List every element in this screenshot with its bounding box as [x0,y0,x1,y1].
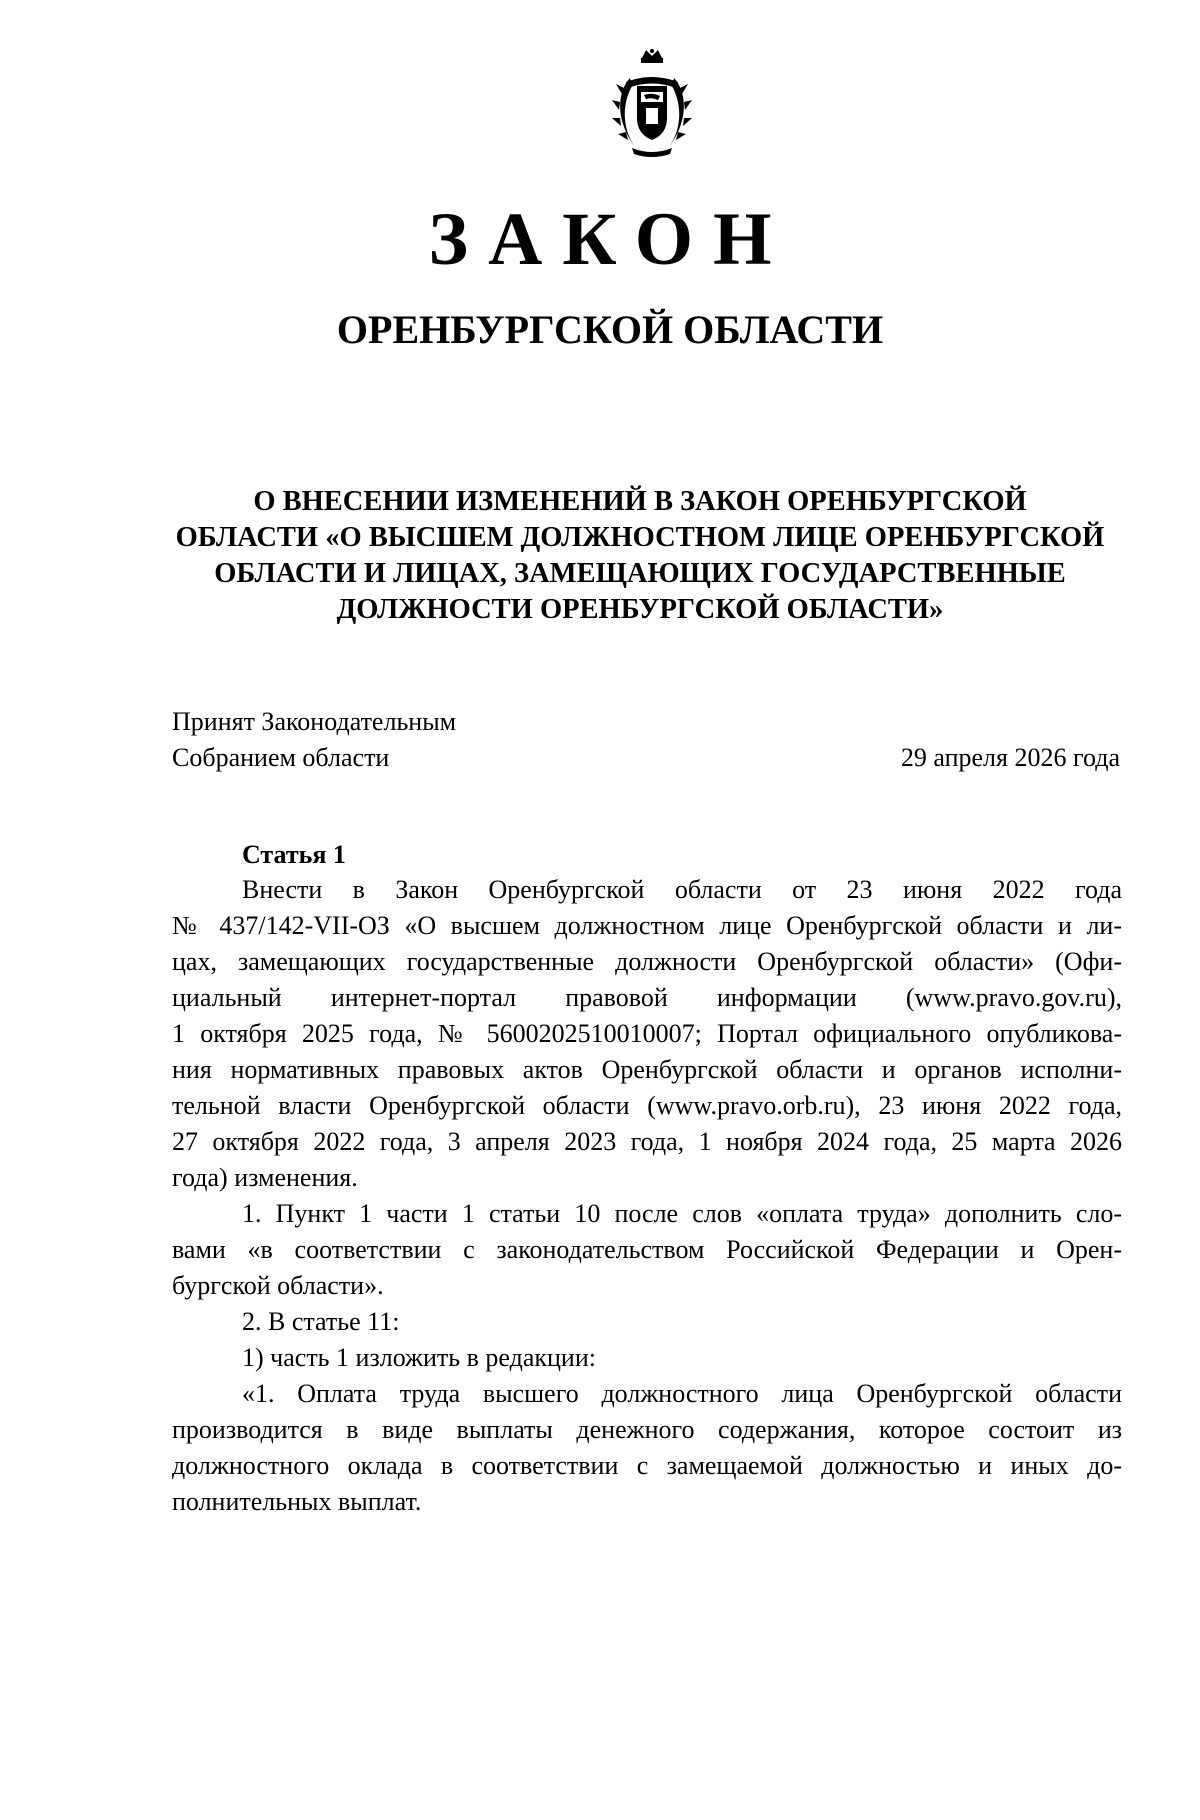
adoption-block [172,704,456,776]
law-title [170,484,1110,628]
body-line: производится в виде выплаты денежного содержания, которое состоит из [172,1415,1122,1444]
body-line: ния нормативных правовых актов Оренбургской области и органов исполни- [172,1055,1122,1084]
law-title-line: ДОЛЖНОСТИ ОРЕНБУРГСКОЙ ОБЛАСТИ» [336,594,944,625]
body-line: «1. Оплата труда высшего должностного лица Оренбургской области [242,1379,1122,1408]
document-type-heading: ЗАКОН [428,198,792,281]
article-body [172,872,1122,1520]
adoption-line: Принят Законодательным [172,707,457,736]
region-heading: ОРЕНБУРГСКОЙ ОБЛАСТИ [336,307,884,352]
body-line: 27 октября 2022 года, 3 апреля 2023 года, 1 ноября 2024 года, 25 марта 2026 [172,1127,1122,1156]
body-line: 1. Пункт 1 части 1 статьи 10 после слов «оплата труда» дополнить сло- [242,1199,1122,1228]
body-line: циальный интернет-портал правовой информации (www.pravo.gov.ru), [172,983,1122,1012]
adoption-line: Собранием области [172,743,390,772]
body-line: должностного оклада в соответствии с замещаемой должностью и иных до- [172,1451,1122,1480]
coat-of-arms-emblem-icon [610,48,694,158]
adoption-date: 29 апреля 2026 года [900,743,1120,772]
body-line: года) изменения. [172,1163,358,1192]
body-line: 2. В статье 11: [242,1307,400,1336]
body-line: вами «в соответствии с законодательством Российской Федерации и Орен- [172,1235,1122,1264]
body-line: полнительных выплат. [172,1487,422,1516]
body-line: цах, замещающих государственные должности Оренбургской области» (Офи- [172,947,1122,976]
law-title-line: ОБЛАСТИ «О ВЫСШЕМ ДОЛЖНОСТНОМ ЛИЦЕ ОРЕНБУРГСКОЙ [175,522,1105,553]
body-line: Внести в Закон Оренбургской области от 23 июня 2022 года [242,875,1122,904]
body-line: бургской области». [172,1271,384,1300]
body-line: № 437/142-VII-ОЗ «О высшем должностном лице Оренбургской области и ли- [172,911,1122,940]
body-line: 1 октября 2025 года, № 5600202510010007; Портал официального опубликова- [172,1019,1122,1048]
article-heading: Статья 1 [242,840,346,869]
law-title-line: ОБЛАСТИ И ЛИЦАХ, ЗАМЕЩАЮЩИХ ГОСУДАРСТВЕННЫЕ [214,558,1066,589]
law-title-line: О ВНЕСЕНИИ ИЗМЕНЕНИЙ В ЗАКОН ОРЕНБУРГСКОЙ [253,486,1027,517]
body-line: 1) часть 1 изложить в редакции: [242,1343,596,1372]
body-line: тельной власти Оренбургской области (www.pravo.orb.ru), 23 июня 2022 года, [172,1091,1122,1120]
